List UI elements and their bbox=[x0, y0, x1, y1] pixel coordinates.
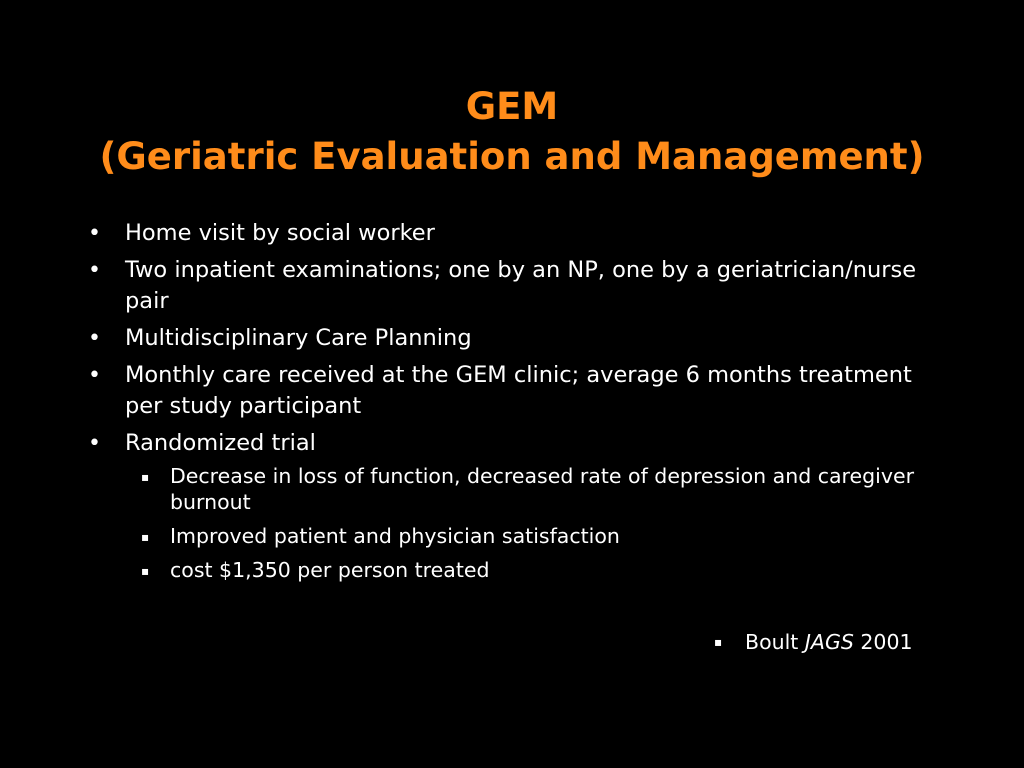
bullet-text: Two inpatient examinations; one by an NP, one by a geriatrician/nurse pair bbox=[125, 257, 917, 314]
bullet-item bbox=[88, 428, 918, 583]
citation-year: 2001 bbox=[860, 630, 913, 654]
bullet-item bbox=[88, 218, 918, 249]
slide-title bbox=[0, 82, 1024, 182]
bullet-text: Home visit by social worker bbox=[125, 220, 435, 246]
bullet-dot-icon: • bbox=[88, 363, 101, 388]
sub-bullet-item bbox=[125, 523, 918, 549]
square-bullet-icon: ▪ bbox=[714, 635, 723, 649]
slide-title-line-2: (Geriatric Evaluation and Management) bbox=[99, 135, 925, 178]
bullet-dot-icon: • bbox=[88, 221, 101, 246]
bullet-text: Monthly care received at the GEM clinic; average 6 months treatment per study participant bbox=[125, 362, 912, 419]
bullet-dot-icon: • bbox=[88, 326, 101, 351]
slide-title-line-1: GEM bbox=[465, 85, 559, 128]
sub-bullet-text: Improved patient and physician satisfaction bbox=[170, 524, 620, 548]
citation-journal: JAGS bbox=[804, 630, 854, 654]
sub-bullet-item bbox=[125, 557, 918, 583]
citation-author: Boult bbox=[745, 630, 799, 654]
citation bbox=[714, 629, 913, 655]
bullet-item bbox=[88, 360, 918, 422]
square-bullet-icon: ▪ bbox=[141, 530, 150, 544]
bullet-item bbox=[88, 323, 918, 354]
bullet-list bbox=[88, 218, 918, 591]
sub-bullet-list bbox=[125, 463, 918, 583]
bullet-item bbox=[88, 255, 918, 317]
bullet-dot-icon: • bbox=[88, 258, 101, 283]
square-bullet-icon: ▪ bbox=[141, 564, 150, 578]
bullet-dot-icon: • bbox=[88, 431, 101, 456]
sub-bullet-item bbox=[125, 463, 918, 515]
square-bullet-icon: ▪ bbox=[141, 470, 150, 484]
sub-bullet-text: Decrease in loss of function, decreased rate of depression and caregiver burnout bbox=[170, 464, 915, 514]
sub-bullet-text: cost $1,350 per person treated bbox=[170, 558, 490, 582]
bullet-text: Randomized trial bbox=[125, 430, 316, 456]
bullet-text: Multidisciplinary Care Planning bbox=[125, 325, 472, 351]
